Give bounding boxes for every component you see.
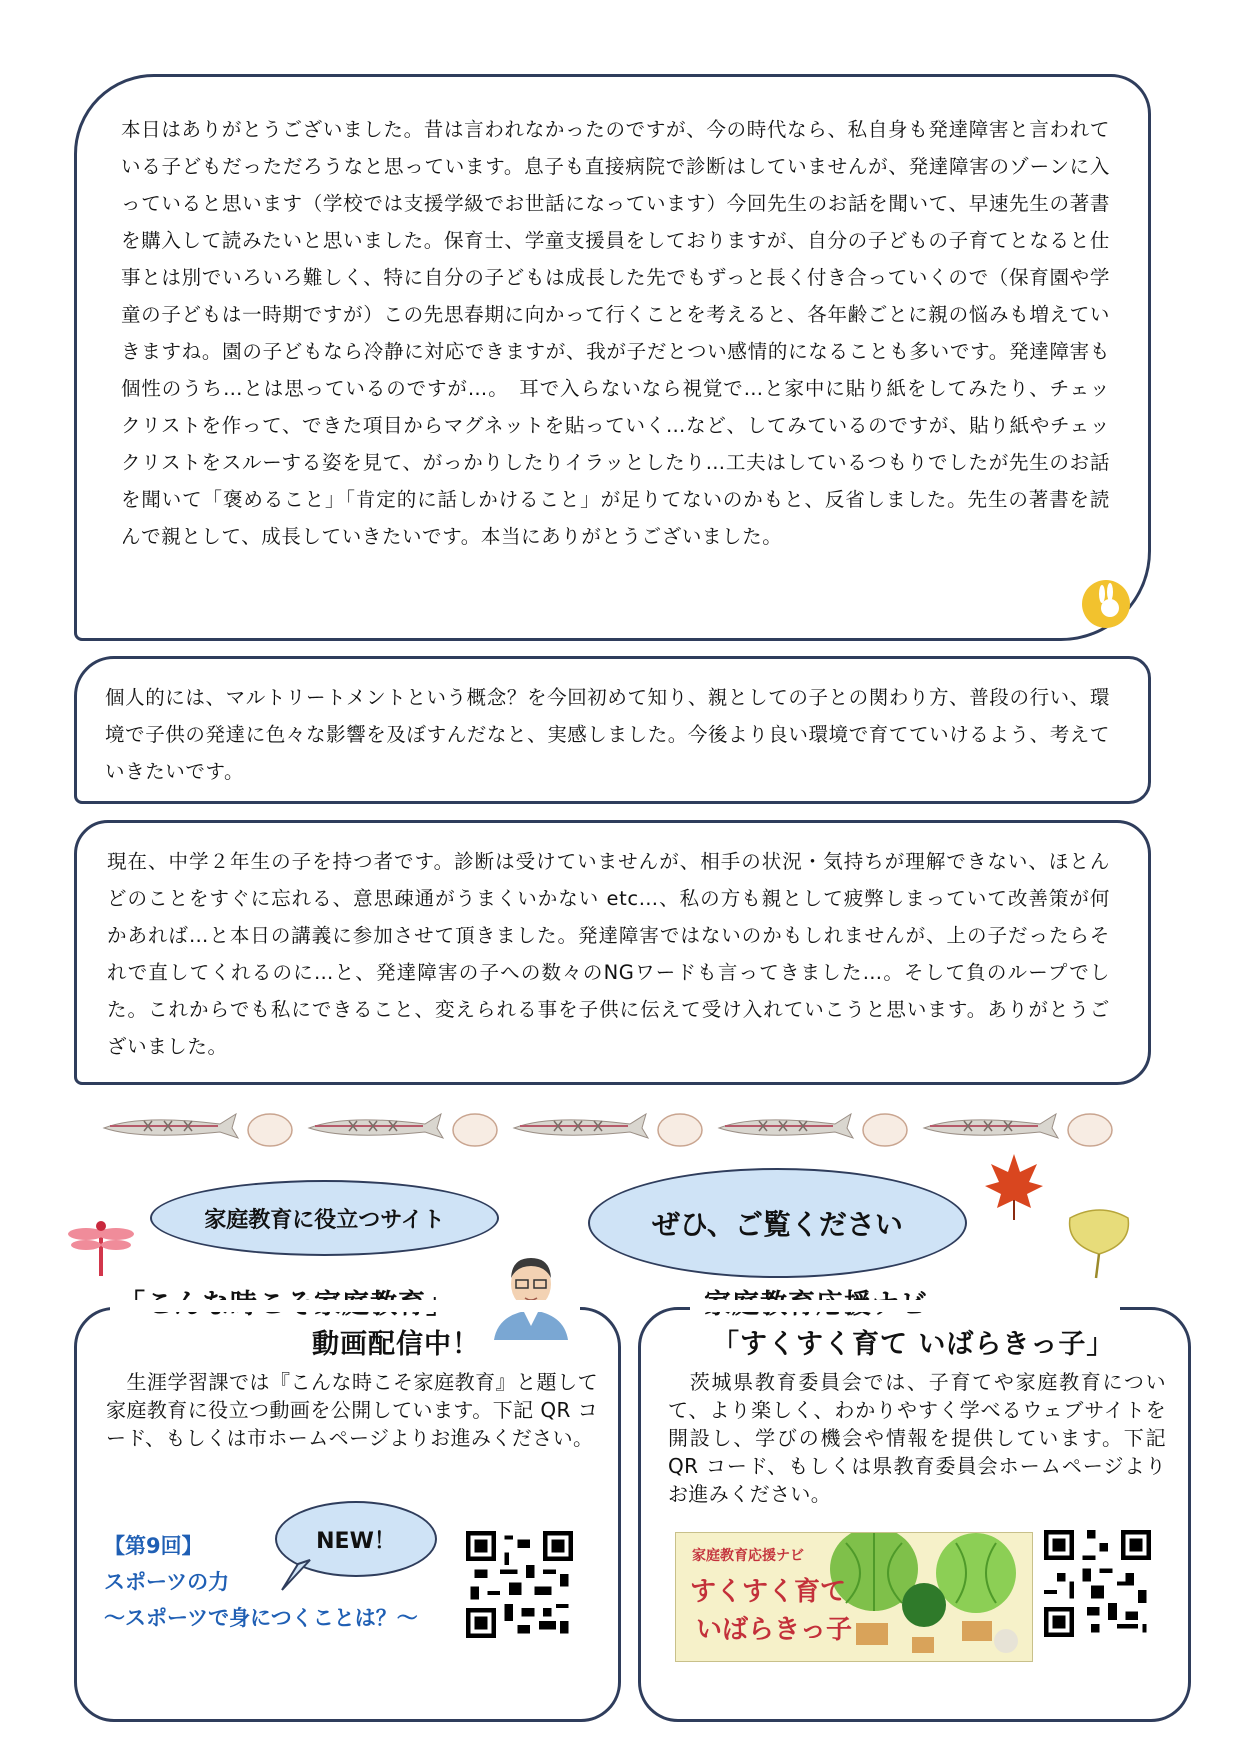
maple-leaf-icon — [983, 1152, 1045, 1222]
comment-text-2: 個人的には、マルトリートメントという概念？を今回初めて知り、親としての子との関わり方、普段の行い、環境で子供の発達に色々な影響を及ぼすんだなと、実感しました。今後より良い環境で育てていけるよう、考えていきたいです。 — [105, 686, 1111, 783]
ginkgo-leaf-icon — [1064, 1204, 1134, 1280]
fish-decoration-row — [100, 1104, 1140, 1150]
event-number: 【第9回】 — [104, 1534, 203, 1558]
comment-box-2 — [74, 656, 1151, 804]
cloud-left-text: 家庭教育に役立つサイト — [204, 1207, 445, 1233]
cloud-right-text: ぜひ、ご覧ください — [652, 1208, 903, 1241]
ibaraki-navi-banner[interactable] — [675, 1532, 1033, 1662]
panel-gap-left — [110, 1300, 580, 1312]
event-title: スポーツの力 — [104, 1570, 230, 1594]
banner-title-line1: すくすく育て — [690, 1577, 847, 1607]
left-section-body: 生涯学習課では『こんな時こそ家庭教育』と題して家庭教育に役立つ動画を公開しています。下記 QR コード、もしくは市ホームページよりお進みください。 — [106, 1370, 598, 1450]
qr-code-right[interactable] — [1044, 1530, 1151, 1637]
moon-rabbit-icon — [1080, 578, 1132, 630]
right-section-body: 茨城県教育委員会では、子育てや家庭教育について、より楽しく、わかりやすく学べるウェブサイトを開設し、学びの機会や情報を提供しています。下記 QR コード、もしくは県教育委員会ホームページよりお進みください。 — [668, 1370, 1166, 1506]
comment-box-3 — [74, 820, 1151, 1085]
left-section-title-line2-overlay: 動画配信中！ — [312, 1329, 480, 1360]
comment-text-3: 現在、中学２年生の子を持つ者です。診断は受けていませんが、相手の状況・気持ちが理解できない、ほとんどのことをすぐに忘れる、意思疎通がうまくいかない etc…、私の方も親として疲弊しまっていて改善策が何かあれば…と本日の講義に参加させて頂きました。発達障害ではないのかもしれませんが、上の子だったらそれで直してくれるのに…と、発達障害の子への数々のNGワードも言ってきました…。そして負のループでした。これからでも私にできること、変えられる事を子供に伝えて受け入れていこうと思います。ありがとうございました。 — [107, 850, 1110, 1058]
dragonfly-icon — [64, 1218, 138, 1278]
comment-text-1: 本日はありがとうございました。昔は言われなかったのですが、今の時代なら、私自身も発達障害と言われている子どもだっただろうなと思っています。息子も直接病院で診断はしていませんが、発達障害のゾーンに入っていると思います（学校では支援学級でお世話になっています）今回先生のお話を聞いて、早速先生の著書を購入して読みたいと思いました。保育士、学童支援員をしておりますが、自分の子どもの子育てとなると仕事とは別でいろいろ難しく、特に自分の子どもは成長した先でもずっと長く付き合っていくので（保育園や学童の子どもは一時期ですが）この先思春期に向かって行くことを考えると、各年齢ごとに親の悩みも増えていきますね。園の子どもなら冷静に対応できますが、我が子だとつい感情的になることも多いです。発達障害も個性のうち…とは思っているのですが…。 耳で入らないなら視覚で…と家中に貼り紙をしてみたり、チェックリストを作って、できた項目からマグネットを貼っていく…など、してみているのですが、貼り紙やチェックリストをスルーする姿を見て、がっかりしたりイラッとしたり…工夫はしているつもりでしたが先生のお話を聞いて「褒めること」「肯定的に話しかけること」が足りてないのかもと、反省しました。先生の著書を読んで親として、成長していきたいです。本当にありがとうございました。 — [121, 118, 1110, 548]
cloud-label-please-see — [588, 1168, 967, 1278]
new-badge-text: NEW！ — [316, 1528, 396, 1554]
speech-bubble-tail — [280, 1558, 320, 1592]
right-section-title-line2-overlay: 「すくすく育て いばらきっ子」 — [712, 1329, 1115, 1360]
panel-gap-right — [690, 1300, 1120, 1312]
cloud-label-useful-sites — [150, 1180, 499, 1256]
comment-box-1 — [74, 74, 1151, 641]
qr-code-left[interactable] — [466, 1531, 573, 1638]
banner-small-title: 家庭教育応援ナビ — [692, 1548, 804, 1564]
event-subtitle: ～スポーツで身につくことは？～ — [104, 1606, 418, 1630]
banner-title-line2: いばらきっ子 — [696, 1615, 853, 1645]
